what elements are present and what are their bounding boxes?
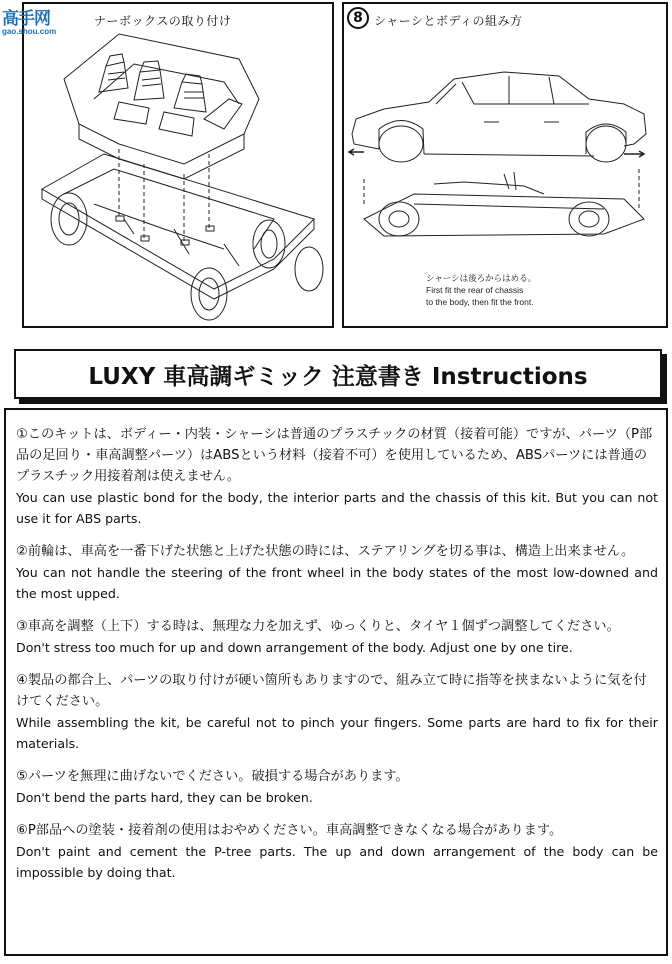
instruction-1-en: You can use plastic bond for the body, the interior parts and the chassis of this kit. But you can not use it for ABS parts. bbox=[16, 490, 658, 526]
instruction-1-ja: ①このキットは、ボディー・内装・シャーシは普通のプラスチックの材質（接着可能）ですが、パーツ（P部品の足回り・車高調整パーツ）はABSという材料（接着不可）を使用しているため、ABSパーツには普通のプラスチック用接着剤は使えません。 bbox=[16, 427, 653, 484]
instruction-3-ja: ③車高を調整（上下）する時は、無理な力を加えず、ゆっくりと、タイヤ１個ずつ調整してください。 bbox=[16, 619, 620, 634]
instruction-item-1 bbox=[16, 424, 658, 529]
instruction-5-ja: ⑤パーツを無理に曲げないでください。破損する場合があります。 bbox=[16, 769, 409, 784]
instruction-6-en: Don't paint and cement the P-tree parts. The up and down arrangement of the body can be impossible by doing that. bbox=[16, 844, 658, 880]
step8-caption bbox=[426, 272, 536, 308]
step8-title: シャーシとボディの組み方 bbox=[374, 14, 523, 28]
instruction-6-ja: ⑥P部品への塗装・接着剤の使用はおやめください。車高調整できなくなる場合があります。 bbox=[16, 823, 563, 838]
caption-en-2: to the body, then fit the front. bbox=[426, 297, 534, 307]
instruction-4-ja: ④製品の都合上、パーツの取り付けが硬い箇所もありますので、組み立て時に指等を挟まないように気を付けてください。 bbox=[16, 673, 647, 709]
step7-title: ナーボックスの取り付け bbox=[94, 14, 232, 28]
instruction-2-ja: ②前輪は、車高を一番下げた状態と上げた状態の時には、ステアリングを切る事は、構造上出来ません。 bbox=[16, 544, 635, 559]
banner-title: LUXY 車高調ギミック 注意書き Instructions bbox=[88, 363, 588, 390]
instruction-3-en: Don't stress too much for up and down arrangement of the body. Adjust one by one tire. bbox=[16, 640, 573, 655]
instruction-item-2 bbox=[16, 541, 658, 604]
instruction-4-en: While assembling the kit, be careful not to pinch your fingers. Some parts are hard to fix for their materials. bbox=[16, 715, 658, 751]
watermark bbox=[2, 4, 56, 36]
instructions-box bbox=[4, 408, 668, 956]
instructions-banner bbox=[14, 349, 662, 399]
step7-panel bbox=[22, 2, 334, 328]
instruction-5-en: Don't bend the parts hard, they can be broken. bbox=[16, 790, 313, 805]
instruction-item-6 bbox=[16, 820, 658, 883]
caption-en-1: First fit the rear of chassis bbox=[426, 285, 524, 295]
watermark-logo: 高手网 bbox=[2, 9, 50, 28]
watermark-url: gao.shou.com bbox=[2, 27, 57, 36]
instruction-item-3 bbox=[16, 616, 658, 658]
step8-panel bbox=[342, 2, 668, 328]
instruction-item-4 bbox=[16, 670, 658, 754]
caption-ja: シャーシは後ろからはめる。 bbox=[426, 273, 537, 283]
interior-assembly-illustration bbox=[24, 4, 332, 326]
instruction-2-en: You can not handle the steering of the front wheel in the body states of the most low-downed and the most upped. bbox=[16, 565, 658, 601]
instruction-item-5 bbox=[16, 766, 658, 808]
step8-number: 8 bbox=[347, 7, 369, 29]
